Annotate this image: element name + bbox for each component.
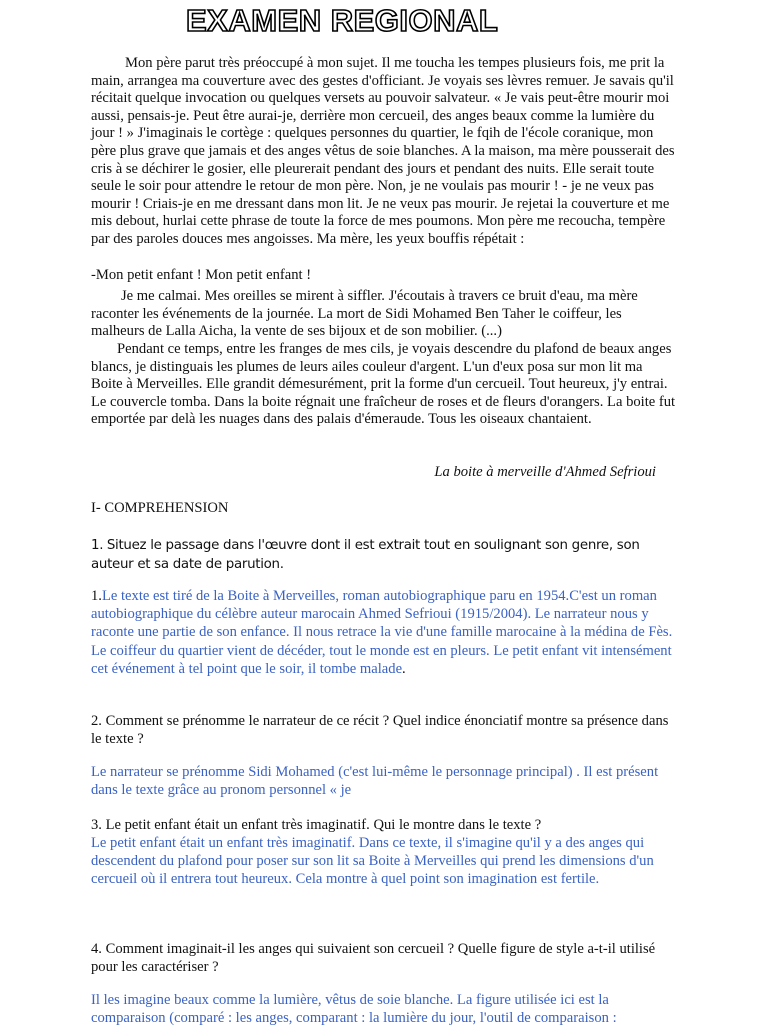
passage-cry-line: -Mon petit enfant ! Mon petit enfant ! (91, 267, 312, 283)
passage-source: La boite à merveille d'Ahmed Sefrioui (434, 464, 656, 480)
section-heading: I- COMPREHENSION (91, 500, 229, 516)
question-2: 2. Comment se prénomme le narrateur de ce récit ? Quel indice énonciatif montre sa présence dans le texte ? (91, 713, 669, 748)
answer-1-end: . (402, 660, 406, 677)
question-3: 3. Le petit enfant était un enfant très imaginatif. Qui le montre dans le texte ? (91, 817, 542, 833)
passage-paragraph-2: Je me calmai. Mes oreilles se mirent à siffler. J'écoutais à travers ce bruit d'eau, ma mère raconter les événements de la journée. La mort de Sidi Mohamed Ben Taher le coiffeur, les malheurs de Lalla Aicha, la vente de ses bijoux et de son mobilier. (...) (91, 288, 638, 340)
question-1 (91, 536, 681, 574)
answer-3: Le petit enfant était un enfant très imaginatif. Dans ce texte, il s'imagine qu'il y a des anges qui descendent du plafond pour poser sur son lit sa Boite à Merveilles qui prend les dimensions d'un cercueil où il entrera tout heureux. Cela montre à quel point son imagination est fertile. (91, 835, 654, 888)
passage-paragraph-3: Pendant ce temps, entre les franges de mes cils, je voyais descendre du plafond de beaux anges blancs, je distinguais les plumes de leurs ailes couleur d'argent. L'un d'eux posa sur mon lit ma Boite à Merveilles. Elle grandit démesurément, prit la forme d'un cercueil. Tout heureux, j'y entrai. Le couvercle tomba. Dans la boite régnait une fraîcheur de roses et de fleurs d'orangers. La boite fut emportée par delà les nuages dans des palais d'émeraude. Tous les oiseaux chantaient. (91, 341, 676, 428)
passage-paragraph-1: Mon père parut très préoccupé à mon sujet. Il me toucha les tempes plusieurs fois, me prit la main, arrangea ma couverture avec des gestes d'officiant. Je voyais ses lèvres remuer. Je savais qu'il récitait quelque invocation ou quelques versets au pouvoir salvateur. « Je vais peut-être mourir moi aussi, pensais-je. Peut être aurai-je, derrière mon cercueil, des anges beaux comme la lumière du jour ! » J'imaginais le cortège : quelques personnes du quartier, le fqih de l'école coranique, mon père plus grave que jamais et des anges vêtus de soie blanches. A la maison, ma mère pousserait des cris à se déchirer le gosier, elle pleurerait pendant des jours et pendant des nuits. Elle serait toute seule le soir pour attendre le retour de mon père. Non, je ne voulais pas mourir ! - je ne veux pas mourir ! Criais-je en me dressant dans mon lit. Je ne veux pas mourir. Je rejetai la couverture et me mis debout, hurlai cette phrase de toute la force de mes poumons. Mon père me recoucha, tempère par des paroles douces mes angoisses. Ma mère, les yeux bouffis répétait : (91, 55, 675, 247)
answer-2: Le narrateur se prénomme Sidi Mohamed (c'est lui-même le personnage principal) . Il est présent dans le texte grâce au pronom personnel « je (91, 764, 659, 799)
answer-1-number: 1. (91, 588, 102, 604)
exam-title: EXAMEN REGIONAL (186, 3, 499, 38)
answer-1 (91, 587, 681, 678)
question-4: 4. Comment imaginait-il les anges qui suivaient son cercueil ? Quelle figure de style a-t-il utilisé pour les caractériser ? (91, 941, 656, 976)
question-1-number: 1. (91, 538, 104, 553)
answer-1-text: Le texte est tiré de la Boite à Merveilles, roman autobiographique paru en 1954.C'est un roman autobiographique du célèbre auteur marocain Ahmed Sefrioui (1915/2004). Le narrateur nous y raconte une partie de son enfance. Il nous retrace la vie d'une famille marocaine à la médina de Fès. Le coiffeur du quartier vient de décéder, tout le monde est en pleurs. Le petit enfant vit intensément cet événement à tel point que le soir, il tombe malade (91, 588, 673, 677)
answer-4: Il les imagine beaux comme la lumière, vêtus de soie blanche. La figure utilisée ici est la comparaison (comparé : les anges, comparant : la lumière du jour, l'outil de comparaison : (91, 992, 617, 1027)
question-1-text: Situez le passage dans l'œuvre dont il est extrait tout en soulignant son genre, son auteur et sa date de parution. (91, 538, 640, 573)
